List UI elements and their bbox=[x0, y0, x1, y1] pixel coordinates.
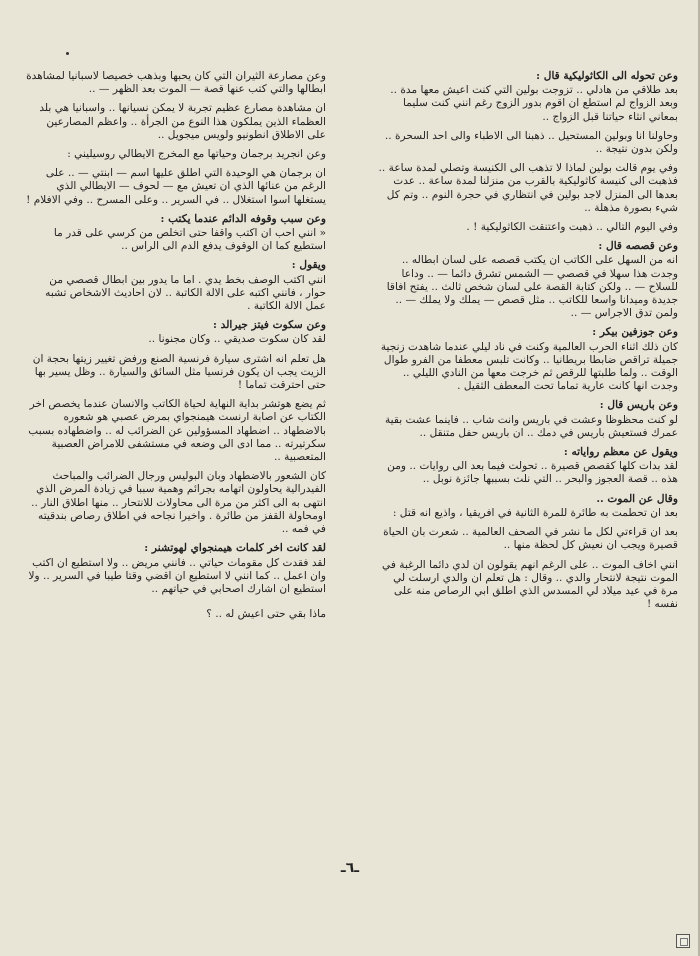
paragraph-heading: ويقول عن معظم رواياته : bbox=[563, 446, 678, 459]
paragraph: بعد ان تحطمت به طائرة للمرة الثانية في افريقيا ، واذيع انه قتل : bbox=[392, 506, 678, 519]
paragraph: وعن مصارعة الثيران التي كان يحبها وبذهب خصيصا لاسبانيا لمشاهدة ابطالها والتي كتب عنها قصة — الموت بعد الظهر — .. bbox=[26, 70, 326, 96]
paragraph: وعن انجريد برجمان وحياتها مع المخرج الايطالي روسيليني : bbox=[67, 148, 326, 161]
paragraph: لو كنت محظوظا وعشت في باريس وانت شاب .. فاينما عشت بقية عمرك فستعيش باريس في دمك .. ان باريس حفل متنقل .. bbox=[384, 413, 678, 439]
paragraph: هل تعلم انه اشترى سيارة فرنسية الصنع ورفض تغيير زيتها بحجة ان الزيت يجب ان يكون فرنسيا مثل السائق والسيارة .. وظل يسير بها حتى احترقت تماما ! bbox=[32, 352, 326, 392]
paragraph-heading: وقال عن الموت .. bbox=[596, 492, 678, 505]
paragraph-heading: وعن تحوله الى الكاثوليكية قال : bbox=[536, 70, 678, 82]
page-corner-icon bbox=[676, 934, 690, 948]
paragraph-heading: وعن سكوت فيتز جيرالد : bbox=[213, 319, 326, 332]
paragraph-heading: وعن باريس قال : bbox=[599, 399, 678, 412]
page-number: ـ٦ـ bbox=[340, 860, 360, 876]
ink-dot bbox=[66, 52, 69, 55]
paragraph: لقد كان سكوت صديقي .. وكان مجنونا .. bbox=[148, 333, 326, 346]
paragraph: وفي يوم قالت بولين لماذا لا تذهب الى الكنيسة وتصلي لمدة ساعة .. فذهبت الى كنيسة كاثوليكية بالقرب من منزلنا لمدة ساعة .. عدت بعدها الى المنزل لاجد بولين في انتظاري في حجرة النوم .. وتم كل شيء بصورة مذهلة .. bbox=[378, 162, 678, 214]
left-column bbox=[26, 70, 326, 627]
paragraph-heading: لقد كانت اخر كلمات هيمنجواي لهوتشنر : bbox=[144, 542, 326, 555]
paragraph: بعد طلاقي من هادلي .. تزوجت بولين التي كنت اعيش معها مدة .. وبعد الزواج لم استطع ان اقوم بدور الزوج رغم انني كنت سليما بمعاني انثاء حياتنا قبل الزواج .. bbox=[390, 84, 678, 123]
paragraph: بعد ان قراءتي لكل ما نشر في الصحف العالمية .. شعرت بان الحياة قصيرة ويجب ان نعيش كل لحظة منها .. bbox=[383, 526, 678, 552]
paragraph: كان ذلك اثناء الحرب العالمية وكنت في ناد ليلي عندما شاهدت زنجية جميلة تراقص ضابطا بريطانيا .. وكانت تلبس معطفا من الفرو طوال الوقت .. ولما طلبتها للرقص ثم خرجت معها من النادي الليلي .. وجدت انها كانت عارية تماما تحت المعطف الثقيل . bbox=[380, 340, 678, 393]
paragraph: انني اكتب الوصف بخط يدي . اما ما يدور بين ابطال قصصي من حوار ، فانني اكتبه على الالة الكاتبة .. لان احاديث الاشخاص تشبه عمل الالة الكاتبة . bbox=[45, 273, 326, 313]
paragraph: ماذا بقي حتى اعيش له .. ؟ bbox=[206, 608, 326, 621]
paragraph: ثم يضع هوتشر بداية النهاية لحياة الكاتب والانسان عندما يخصص اخر الكتاب عن اصابة ارنست هيمنجواي بمرض عصبي هو شعوره بالاضطهاد .. اضطهاد المسؤولين عن الضرائب له .. واضطهاده بسبب سكرتيرته .. مما ادى الى وضعه في مستشفى للامراض العصبية المتعصبية .. bbox=[28, 398, 326, 464]
paragraph: لقد فقدت كل مقومات حياتي .. فانني مريض .. ولا استطيع ان اكتب وان اعمل .. كما انني لا استطيع ان اقضي وقتا طيبا في السرير .. ولا استطيع ان اشارك اصحابي في حياتهم .. bbox=[28, 556, 326, 595]
paragraph: وحاولنا انا وبولين المستحيل .. ذهبنا الى الاطباء والى احد السحرة .. ولكن بدون نتيجة .. bbox=[384, 129, 678, 156]
paragraph: انني اخاف الموت .. على الرغم انهم يقولون ان لدي دائما الرغبة في الموت نتيجة لانتحار والدي .. وقال : هل تعلم ان والدي ارسلت لي مرة في عيد ميلاد لي المسدس الذي اطلق ابي الرصاص منه على نفسه ! bbox=[382, 558, 678, 611]
paragraph: كان الشعور بالاضطهاد وبان البوليس ورجال الضرائب والمباحث الفيدرالية يحاولون اتهامه بجرائم وهمية سببا في زيادة المرض الذي انتهى به الى اكثر من مرة الى محاولات للانتحار .. منها اطلاق النار .. اومحاولة القفز من طائرة . واخيرا نجاحه في اطلاق رصاص بندقيته في فمه .. bbox=[31, 470, 326, 536]
paragraph-heading: ويقول : bbox=[291, 259, 326, 272]
paragraph: وفي اليوم التالي .. ذهبت واعتنقت الكاثوليكية ! . bbox=[466, 221, 678, 234]
right-column bbox=[378, 70, 678, 617]
paragraph: ان برجمان هي الوحيدة التي اطلق عليها اسم — ابنتي — .. على الرغم من عنائها الذي ان تعيش مع — لحوف — الايطالي الذي يستغلها اسوا استغلال .. في السرير .. وعلى المسرح .. وفي الافلام ! bbox=[26, 167, 326, 206]
paragraph: « انني احب ان اكتب واقفا حتى اتخلص من كرسي على قدر ما استطيع كما ان الوقوف يدفع الدم الى الراس .. bbox=[53, 227, 326, 253]
paragraph-heading: وعن سبب وقوفه الدائم عندما يكتب : bbox=[160, 212, 326, 225]
paragraph-heading: وعن جوزفين بيكر : bbox=[592, 326, 678, 339]
paragraph: لقد بدات كلها كقصص قصيرة .. تحولت فيما بعد الى روايات .. ومن هذه .. قصة العجوز والبحر .. التي نلت بسببها جائزة نوبل .. bbox=[387, 460, 678, 486]
paragraph: انه من السهل على الكاتب ان يكتب قصصه على لسان ابطاله .. وجدت هذا سهلا في قصصي — الشمس تشرق دائما — .. وداعا للسلاح — .. ولكن كتابة القصة على لسان شخص ثالث .. يفتح افاقا جديدة وميدانا واسعا للكاتب .. مثل قصص — يملك ولا يملك — .. ولمن تدق الاجراس — .. bbox=[386, 254, 678, 320]
paragraph: ان مشاهدة مصارع عظيم تجربة لا يمكن نسيانها .. واسبانيا هي بلد العظماء الذين يملكون هذا النوع من الجرأة .. واعظم المصارعين على الاطلاق انطونيو ولويس ميجويل .. bbox=[39, 102, 326, 141]
paragraph-heading: وعن قصصه قال : bbox=[598, 240, 678, 253]
